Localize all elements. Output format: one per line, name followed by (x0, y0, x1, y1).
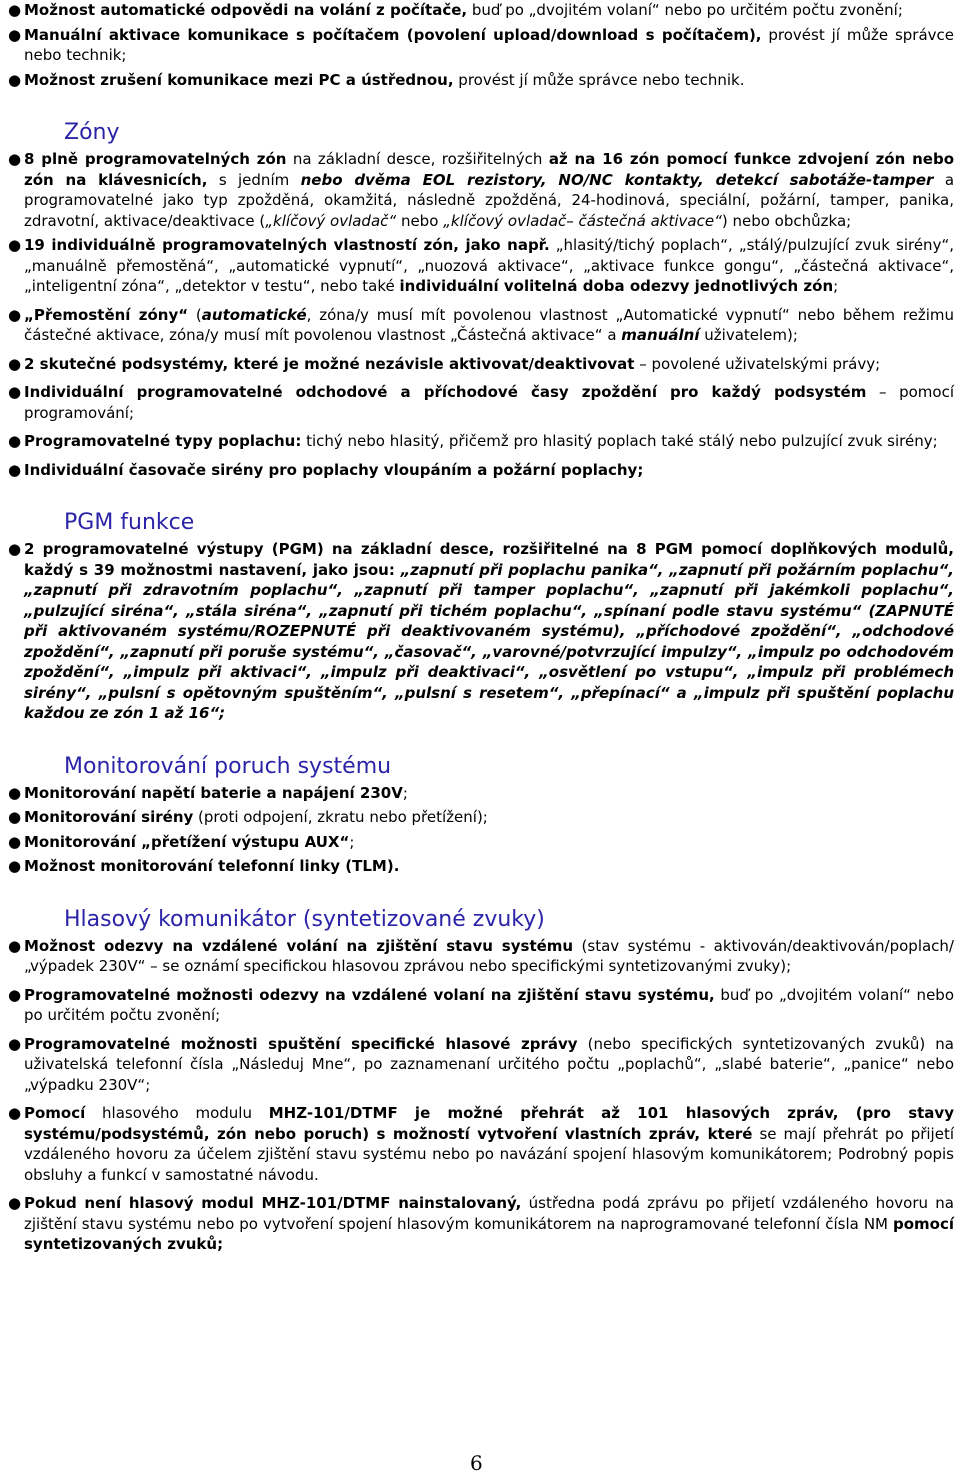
bullet-icon: ● (8, 1104, 22, 1122)
item-bold: Možnost odezvy na vzdálené volání na zjištění stavu systému (24, 936, 574, 955)
list-item (8, 539, 954, 724)
item-bold: 2 programovatelné výstupy (PGM) na základní desce, rozšiřitelné na 8 PGM pomocí doplňkových modulů, každý s 39 možnostmi nastavení, jako jsou: (24, 540, 954, 579)
list-item (8, 856, 954, 877)
item-bold: až na 16 zón pomocí funkce zdvojení zón nebo zón na klávesnicích, (24, 150, 955, 189)
item-text: ; (833, 277, 839, 295)
item-bold: Individuální programovatelné odchodové a příchodové časy zpoždění pro každý podsystém (24, 383, 867, 401)
item-text: ústředna podá zprávu po přijetí vzdáleného hovoru na zjištění stavu systému nebo po vytvoření spojení hlasovým komunikátorem na naprogramované telefonní čísla NM (24, 1194, 954, 1233)
item-bold: Programovatelné možnosti spuštění specifické hlasové zprávy (24, 1034, 578, 1053)
item-bold: pomocí syntetizovaných zvuků; (24, 1214, 954, 1253)
bullet-icon: ● (8, 354, 22, 373)
item-text: nebo (396, 211, 444, 230)
item-bold: 19 individuálně programovatelných vlastností zón, jako např. (24, 236, 550, 254)
item-bold: Programovatelné typy poplachu: (24, 432, 302, 450)
list-item (8, 70, 954, 91)
list-item (8, 832, 954, 853)
list-item (8, 382, 954, 423)
item-italic: „klíčový ovladač“ (265, 211, 397, 230)
section-pgm (8, 510, 954, 724)
item-text: (nebo specifických syntetizovaných zvuků) na uživatelská telefonní čísla „Následuj Mne“, po zaznamenaní určitého počtu „poplachů“, „slabé baterie“, „panice“ nebo „výpadku 230V“; (24, 1034, 954, 1094)
bullet-icon: ● (8, 832, 22, 851)
item-bold: Možnost monitorování telefonní linky (TLM). (24, 857, 400, 875)
zones-list (8, 149, 954, 480)
item-text: (stav systému - aktivován/deaktivován/poplach/„výpadek 230V“ – se oznámí specifickou hlasovou zprávou nebo specifickými syntetizovanými zvuky); (24, 936, 954, 975)
item-text: hlasového modulu (85, 1104, 269, 1122)
item-bold: Programovatelné možnosti odezvy na vzdálené volaní na zjištění stavu systému, (24, 985, 715, 1004)
section-heading-zones: Zóny (64, 120, 120, 145)
bullet-icon: ● (8, 857, 22, 875)
section-monitoring (8, 754, 954, 877)
item-text: provést jí může správce nebo technik. (453, 70, 745, 89)
item-bold-italic: „zapnutí při poplachu panika“, „zapnutí při požárním poplachu“, „zapnutí při zdravotním poplachu“, „zapnutí při tamper poplachu“, „zapnutí při jakémkoli poplachu“, „pulzující siréna“, „stála siréna“, „zapnutí při tichém poplachu“, „spínaní podle stavu systému“ (ZAPNUTÉ při aktivovaném systému/ROZEPNUTÉ při deaktivovaném systému), „příchodové zpoždění“, „odchodové zpoždění“, „zapnutí při poruše systému“, „časovač“, „varovné/potvrzující impulzy“, „impulz po odchodovém zpoždění“, „impulz při aktivaci“, „impulz při deaktivaci“, „osvětlení po vstupu“, „impulz při problémech sirény“, „pulsní s opětovným spuštěním“, „pulsní s resetem“, „přepínací“ a „impulz při spuštění poplachu každou ze zón 1 až 16“; (24, 560, 954, 722)
item-bold: individuální volitelná doba odezvy jednotlivých zón (399, 277, 834, 295)
list-item (8, 1193, 954, 1255)
bullet-icon: ● (8, 70, 22, 89)
page-content (8, 0, 954, 1255)
item-bold: Manuální aktivace komunikace s počítačem (povolení upload/download s počítačem), (24, 25, 762, 44)
item-text: na základní desce, rozšiřitelných (286, 150, 549, 168)
item-text: ; (349, 832, 355, 851)
bullet-icon: ● (8, 25, 22, 44)
bullet-icon: ● (8, 1194, 22, 1212)
item-bold-italic: automatické (201, 305, 307, 324)
list-item (8, 1103, 954, 1185)
item-bold: 2 skutečné podsystémy, které je možné nezávisle aktivovat/deaktivovat (24, 354, 635, 373)
item-bold: „Přemostění zóny“ (24, 305, 189, 324)
item-text: provést jí může správce nebo technik; (24, 25, 954, 64)
section-heading-voice: Hlasový komunikátor (syntetizované zvuky) (64, 906, 545, 932)
bullet-icon: ● (8, 540, 22, 558)
list-item (8, 1034, 954, 1096)
item-bold: 8 plně programovatelných zón (24, 150, 287, 168)
list-item (8, 460, 954, 481)
item-text: „hlasitý/tichý poplach“, „stálý/pulzující zvuk sirény“, „manuálně přemostěná“, „automatické vypnutí“, „nuozová aktivace“, „aktivace funkce gongu“, „částečná aktivace“, „inteligentní zóna“, „detektor v testu“, nebo také (24, 236, 954, 295)
list-item (8, 354, 954, 375)
bullet-icon: ● (8, 936, 22, 955)
bullet-icon: ● (8, 985, 22, 1004)
item-text: se mají přehrát po přijetí vzdáleného hovoru za účelem zjištění stavu systému nebo po navázání spojení hlasovým komunikátorem; Podrobný popis obsluhy a funkcí v samostatné návodu. (24, 1124, 954, 1184)
item-text: tichý nebo hlasitý, přičemž pro hlasitý poplach také stálý nebo pulzující zvuk sirény; (301, 432, 938, 450)
list-item (8, 431, 954, 452)
list-item (8, 985, 954, 1026)
item-bold: Možnost zrušení komunikace mezi PC a ústřednou, (24, 70, 454, 89)
item-italic: „klíčový ovladač– částečná aktivace“ (443, 211, 722, 230)
list-item (8, 0, 954, 21)
bullet-icon: ● (8, 808, 22, 826)
bullet-icon: ● (8, 1034, 22, 1053)
bullet-icon: ● (8, 236, 22, 254)
list-item (8, 305, 954, 346)
bullet-icon: ● (8, 1, 22, 19)
bullet-icon: ● (8, 150, 22, 168)
bullet-icon: ● (8, 783, 22, 802)
item-text: s jedním (207, 170, 301, 189)
list-item (8, 936, 954, 977)
item-text: ; (402, 783, 408, 802)
bullet-icon: ● (8, 432, 22, 450)
item-text: buď po „dvojitém volaní“ nebo po určitém počtu zvonění; (467, 1, 903, 19)
list-item (8, 235, 954, 297)
item-bold: Pomocí (24, 1104, 86, 1122)
section-heading-pgm: PGM funkce (64, 510, 195, 535)
monitoring-list (8, 783, 954, 877)
item-bold: Monitorování sirény (24, 808, 194, 826)
bullet-icon: ● (8, 305, 22, 324)
voice-list (8, 936, 954, 1255)
item-text: ) nebo obchůzka; (721, 211, 852, 230)
bullet-icon: ● (8, 460, 22, 479)
section-zones (8, 120, 954, 480)
item-bold: MHZ-101/DTMF je možné přehrát až 101 hlasových zpráv, (pro stavy systému/podsystémů, zón nebo poruch) s možností vytvoření vlastních zpráv, které (24, 1104, 954, 1143)
item-text: ( (188, 305, 202, 324)
item-text: uživatelem); (699, 326, 798, 344)
item-text: buď po „dvojitém volaní“ nebo po určitém počtu zvonění; (24, 985, 954, 1024)
section-heading-monitoring: Monitorování poruch systému (64, 753, 392, 779)
item-bold: Individuální časovače sirény pro poplachy vloupáním a požární poplachy; (24, 460, 644, 479)
item-bold: Monitorování napětí baterie a napájení 230V (24, 783, 403, 802)
item-bold-italic: manuální (621, 326, 700, 344)
item-bold: Monitorování „přetížení výstupu AUX“ (24, 832, 350, 851)
item-bold: Možnost automatické odpovědi na volání z počítače, (24, 1, 468, 19)
intro-list (8, 0, 954, 90)
item-text: – povolené uživatelskými právy; (634, 354, 881, 373)
list-item (8, 25, 954, 66)
section-voice (8, 907, 954, 1255)
pgm-list (8, 539, 954, 724)
item-bold-italic: nebo dvěma EOL rezistory, NO/NC kontakty, detekcí sabotáže-tamper (300, 170, 934, 189)
list-item (8, 783, 954, 804)
item-text: – pomocí programování; (24, 383, 954, 422)
item-bold: Pokud není hlasový modul MHZ-101/DTMF nainstalovaný, (24, 1194, 522, 1212)
item-text: a programovatelné jako typ zpožděná, okamžitá, následně zpožděná, 24-hodinová, speciální, požární, tamper, panika, zdravotní, aktivace/deaktivace ( (24, 170, 955, 230)
list-item (8, 149, 954, 231)
page-number: 6 (470, 1451, 483, 1475)
bullet-icon: ● (8, 383, 22, 401)
item-text: (proti odpojení, zkratu nebo přetížení); (193, 808, 488, 826)
item-text: , zóna/y musí mít povolenou vlastnost „Automatické vypnutí“ nebo během režimu částečné aktivace, zóna/y musí mít povolenou vlastnost „Částečná aktivace“ a (24, 305, 955, 344)
list-item (8, 807, 954, 828)
